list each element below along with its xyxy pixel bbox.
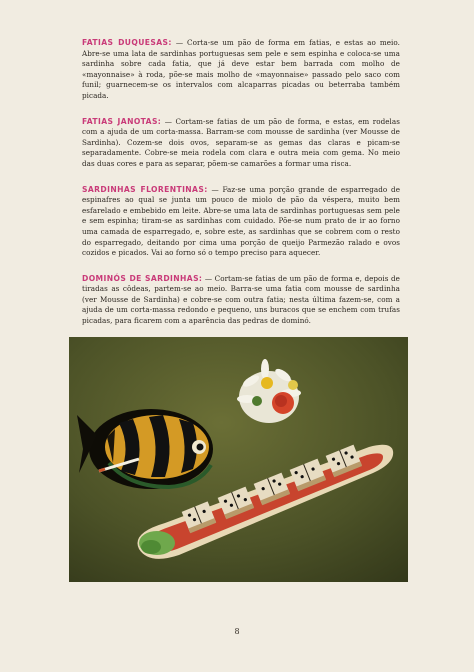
food-photo-illustration [69, 337, 408, 582]
recipe-title: DOMINÓS DE SARDINHAS: [82, 273, 203, 283]
food-photo [69, 337, 408, 582]
recipe-title: SARDINHAS FLORENTINAS: [82, 184, 208, 194]
recipe-fatias-janotas [82, 117, 400, 170]
recipe-body: — Cortam-se fatias de um pão de forma e, depois de tiradas as côdeas, partem-se ao meio. Barra-se uma fatia com mousse de sardinha (ver Mousse de Sardinha) e cobre-se com outra fatia; nesta última fazem-se, com a ajuda de um corta-massa redondo e pequeno, uns buracos que se enchem com trufas picadas, para ficarem com a aparência das pedras de dominó. [82, 273, 400, 326]
recipe-title: FATIAS JANOTAS: [82, 116, 162, 126]
recipe-body: — Cortam-se fatias de um pão de forma, e estas, em rodelas com a ajuda de um corta-massa. Barram-se com mousse de sardinha (ver Mousse de Sardinha). Cozem-se dois ovos, separam-se as gemas das claras e picam-se separadamente. Cobre-se meia rodela com clara e outra meia com gema. No meio das duas cores e para as separar, põem-se camarões a formar uma risca. [82, 116, 400, 168]
page-number: 8 [234, 627, 240, 636]
recipe-body: — Corta-se um pão de forma em fatias, e estas ao meio. Abre-se uma lata de sardinhas portuguesas sem pele e sem espinha e coloca-se uma sardinha sobre cada fatia, que já deve estar bem barrada com molho de «mayonnaise» à roda, põe-se mais molho de «mayonnaise» passado pelo saco com funil; guarnecem-se os intervalos com alcaparras picadas ou beterraba também picada. [82, 38, 400, 100]
recipe-sardinhas-florentinas [82, 185, 400, 259]
recipe-title: FATIAS DUQUESAS: [82, 38, 172, 47]
recipe-body: — Faz-se uma porção grande de esparregado de espinafres ao qual se junta um pouco de miolo de pão da véspera, muito bem esfarelado e embebido em leite. Abre-se uma lata de sardinhas portuguesas sem pele e sem espinha; tiram-se as sardinhas com cuidado. Põe-se num prato de ir ao forno uma camada de esparregado, e, sobre este, as sardinhas que se cobrem com o resto do esparregado, deitando por cima uma porção de queijo Parmezão ralado e ovos cozidos e picados. Vai ao forno só o tempo preciso para aquecer. [82, 184, 400, 258]
recipe-list [82, 38, 400, 342]
recipe-dominos-de-sardinhas [82, 274, 400, 327]
recipe-fatias-duquesas [82, 38, 400, 102]
